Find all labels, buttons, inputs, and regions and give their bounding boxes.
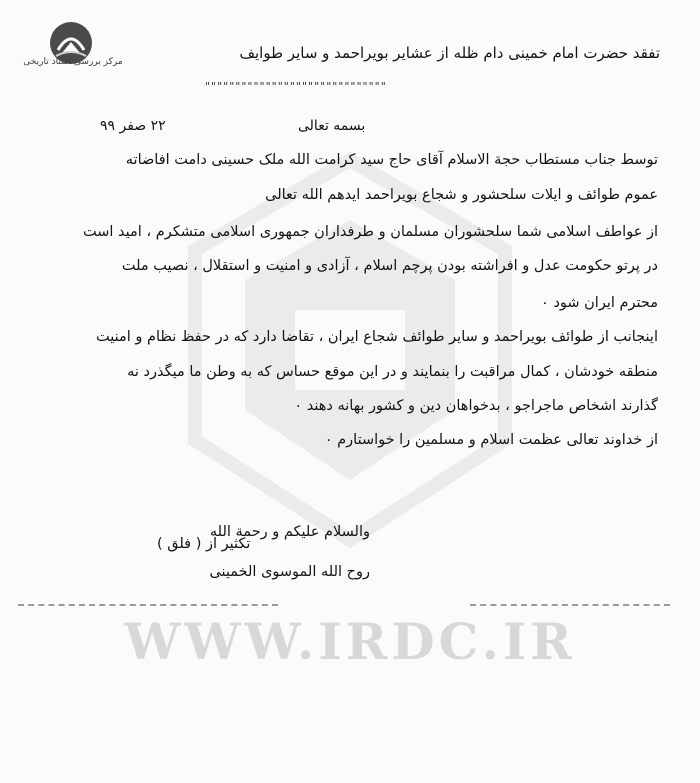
watermark-url: WWW.IRDC.IR [124,612,576,671]
dashed-divider-right [470,604,670,606]
source-note: تکثیر از ( فلق ) [157,536,251,552]
body-line-2: عموم طوائف و ایلات سلحشور و شجاع بویراحمد ایدهم الله تعالی [265,187,658,203]
document-date: ۲۲ صفر ۹۹ [100,118,166,134]
body-line-4: در پرتو حکومت عدل و افراشته بودن پرچم اسلام ، آزادی و امنیت و استقلال ، نصیب ملت [121,258,658,274]
logo-caption: مرکز بررسی اسناد تاریخی [23,57,123,67]
bismillah: بسمه تعالی [298,118,366,134]
signature: روح الله الموسوی الخمینی [209,564,370,580]
body-line-3: از عواطف اسلامی شما سلحشوران مسلمان و طرفداران جمهوری اسلامی متشکرم ، امید است [83,224,658,240]
body-line-1: توسط جناب مستطاب حجة الاسلام آقای حاج سید کرامت الله ملک حسینی دامت افاضاته [125,152,658,168]
body-line-9: از خداوند تعالی عظمت اسلام و مسلمین را خواستارم ٠ [324,432,658,448]
document-heading: تفقد حضرت امام خمینی دام ظله از عشایر بویراحمد و سایر طوایف [239,44,660,62]
dashed-divider-left [18,604,278,606]
heading-underline: """""""""""""""""""""""""""""" [205,80,387,93]
body-line-7: منطقه خودشان ، کمال مراقبت را بنمایند و در این موقع حساس که به وطن ما میگذرد نه [127,364,658,380]
body-line-5: محترم ایران شود ٠ [541,295,658,311]
body-line-8: گذارند اشخاص ماجراجو ، بدخواهان دین و کشور بهانه دهند ٠ [294,398,658,414]
watermark-emblem-icon [165,140,535,560]
body-line-6: اینجانب از طوائف بویراحمد و سایر طوائف شجاع ایران ، تقاضا دارد که در حفظ نظام و امنیت [95,329,658,345]
closing-salutation: والسلام علیکم و رحمة الله [209,524,370,540]
